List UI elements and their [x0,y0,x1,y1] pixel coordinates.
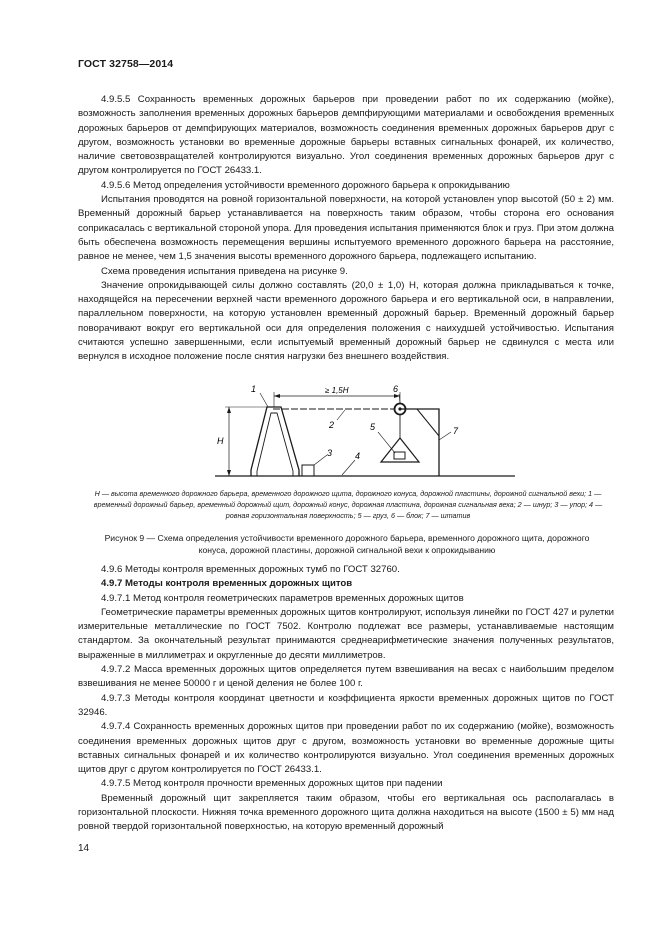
leader-7 [439,432,451,440]
figure-9-diagram [215,380,515,480]
height-arrow-bottom [227,470,231,476]
paragraph-4-9-7-5: 4.9.7.5 Метод контроля прочности временных дорожных щитов при падении [101,778,443,790]
stop-block [302,465,314,476]
label-6: 6 [393,384,399,394]
height-label: H [217,436,224,446]
text-block-top [78,93,614,365]
paragraph-test-conditions: Испытания проводятся на ровной горизонтальной поверхности, на которой установлен упор высотой (50 ± 2) мм. Временный дорожный барьер устанавливается на поверхность таким образом, чтобы сторона его основания соприкасалась с вертикальной стороной упора. Для проведения испытания применяются блок и груз. При этом должна быть обеспечена возможность перемещения вершины испытуемого временного дорожного барьера на расстояние, равное не менее, чем 1,5 значения высоты временного дорожного барьера, подлежащего испытанию. [78,194,614,263]
figure-caption: Рисунок 9 — Схема определения устойчивости временного дорожного барьера, временного дорожного щита, дорожного конуса, дорожной пластины, дорожной сигнальной вехи к опрокидыванию [104,533,590,555]
leader-4 [342,460,355,475]
paragraph-4-9-5-5: 4.9.5.5 Сохранность временных дорожных барьеров при проведении работ по их содержанию (мойке), возможность заполнения временных дорожных барьеров демпфирующими материалами и освобождения временных дорожных барьеров от демпфирующих материалов, возможность соединения временных дорожных барьеров друг с другом, возможность установки во временные дорожные барьеры вставных сигнальных фонарей, их количество, наличие световозвращателей контролируются визуально. Угол соединения временных дорожных барьеров друг с другом контролируется по ГОСТ 26433.1. [78,94,614,177]
figure-legend: H — высота временного дорожного барьера, временного дорожного щита, дорожного конуса, дорожной пластины, дорожной сигнальной вехи; 1 — временный дорожный барьер, временный дорожный щит, дорожный конус, дорожная пластина, дорожная сигнальная веха; 2 — шнур; 3 — упор; 4 — ровная горизонтальная поверхность; 5 — груз, 6 — блок; 7 — штатив [93,489,603,520]
span-dim-label: ≥ 1,5H [325,386,349,395]
span-arrow-left [274,394,280,398]
paragraph-geometry: Геометрические параметры временных дорожных щитов контролируют, используя линейки по ГОСТ 427 и рулетки измерительные металлические по ГОСТ 7502. Контролю подлежат все размеры, устанавливаемые настоящим стандартом. За окончательный результат принимаются среднеарифметические значения полученных результатов, выраженные в миллиметрах и округленные до десяти миллиметров. [78,606,614,661]
document-header: ГОСТ 32758—2014 [78,58,174,70]
paragraph-overturn-force: Значение опрокидывающей силы должно составлять (20,0 ± 1,0) Н, которая должна прикладываться к точке, находящейся на пересечении верхней части временного дорожного барьера и его вертикальной оси, в направлении, параллельном поверхности, на которую установлен временный дорожный барьер. Временный дорожный барьер поворачивают вокруг его вертикальной оси для определения положения с наихудшей устойчивостью. Испытания считаются успешно завершенными, если испытуемый временный дорожный барьер не сдвинулся с места или вернулся в исходное положение после снятия нагрузки без внешнего воздействия. [78,279,614,363]
paragraph-4-9-7-2: 4.9.7.2 Масса временных дорожных щитов определяется путем взвешивания на весах с наибольшим пределом взвешивания не менее 50000 г и ценой деления не более 100 г. [78,664,614,690]
leader-2 [337,410,345,420]
paragraph-drop-test: Временный дорожный щит закрепляется таким образом, чтобы его вертикальная ось располагалась в горизонтальной плоскости. Нижняя точка временного дорожного щита должна находиться на высоте (1500 ± 5) мм над ровной твердой горизонтальной поверхностью, на которую временный дорожный [78,792,614,833]
paragraph-4-9-7-4: 4.9.7.4 Сохранность временных дорожных щитов при проведении работ по их содержанию (мойке), возможность соединения временных дорожных щитов друг с другом, возможность установки во временные дорожные щиты вставных сигнальных фонарей и их количество контролируются визуально. Угол соединения временных дорожных щитов друг с другом контролируется по ГОСТ 26433.1. [78,721,614,776]
paragraph-4-9-7-3: 4.9.7.3 Методы контроля координат цветности и коэффициента яркости временных дорожных щитов по ГОСТ 32946. [78,692,614,718]
leader-5 [378,432,395,453]
barrier-inner-profile [257,413,293,476]
stand-brace [417,409,439,436]
leader-3 [314,455,327,465]
paragraph-4-9-5-6-title: 4.9.5.6 Метод определения устойчивости временного дорожного барьера к опрокидыванию [101,179,510,191]
paragraph-4-9-6: 4.9.6 Методы контроля временных дорожных тумб по ГОСТ 32760. [101,564,400,575]
stand-frame [400,409,439,476]
paragraph-scheme-ref: Схема проведения испытания приведена на рисунке 9. [101,265,348,277]
label-4: 4 [355,451,361,461]
label-2: 2 [329,420,335,430]
label-1: 1 [251,384,257,394]
label-3: 3 [327,448,333,458]
text-block-bottom [78,563,614,835]
weight-block [394,452,405,459]
paragraph-4-9-7-heading: 4.9.7 Методы контроля временных дорожных щитов [101,578,353,590]
paragraph-4-9-7-1: 4.9.7.1 Метод контроля геометрических параметров временных дорожных щитов [101,592,464,604]
page-number: 14 [78,843,90,854]
label-5: 5 [370,422,376,432]
height-arrow-top [227,407,231,413]
label-7: 7 [453,426,459,436]
weight-triangle [381,438,419,462]
leader-1 [260,393,268,407]
